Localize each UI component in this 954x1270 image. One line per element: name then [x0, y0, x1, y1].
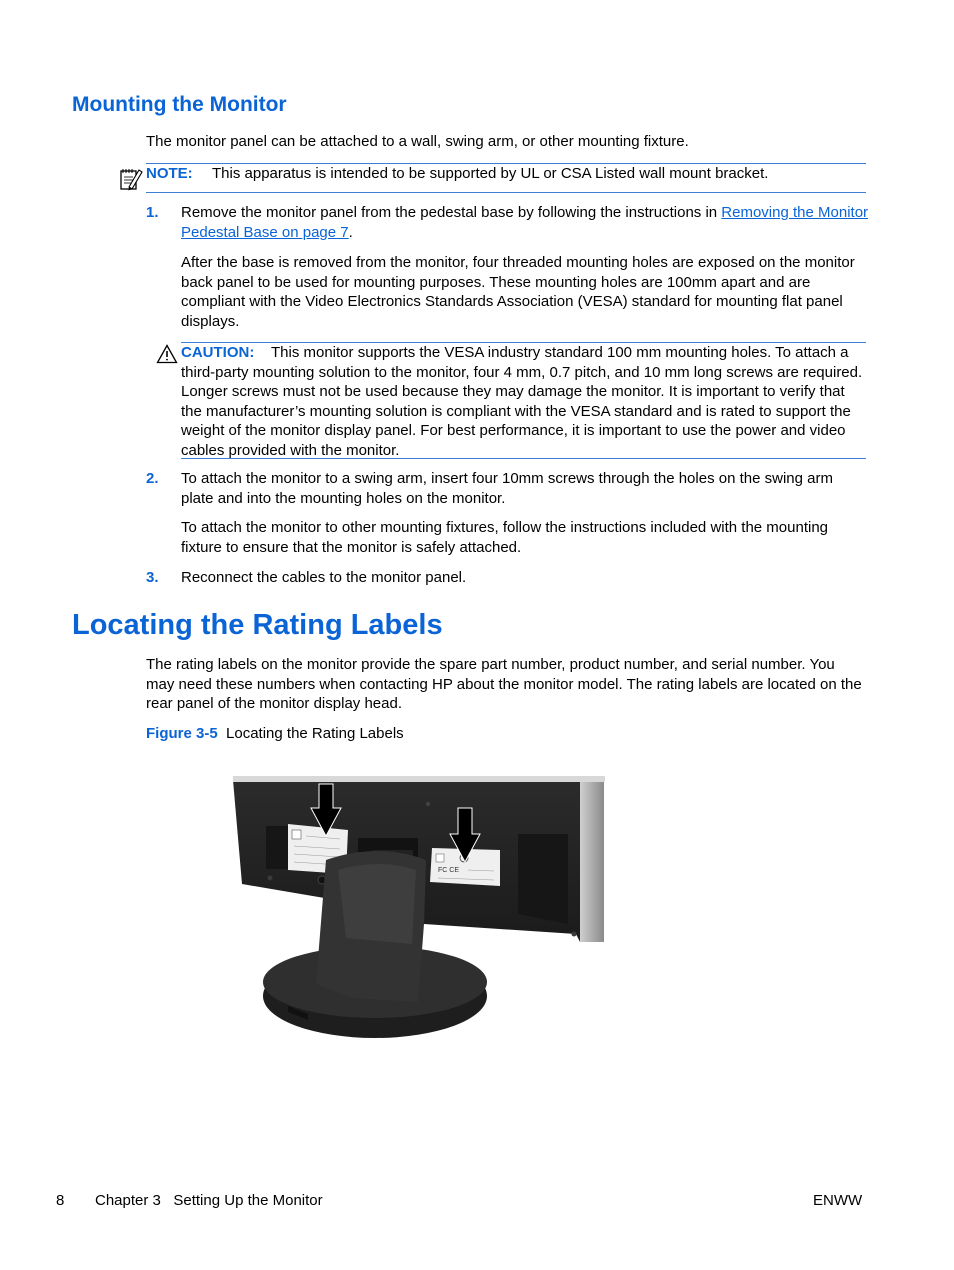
step-number: 1. — [146, 204, 159, 221]
rating-paragraph: The rating labels on the monitor provide the spare part number, product number, and serial number. You may need these numbers when contacting HP about the monitor model. The rating labels are located on the rear panel of the monitor display head. — [146, 656, 862, 712]
note-box — [146, 163, 866, 193]
warning-triangle-icon — [156, 344, 178, 370]
figure-caption: Figure 3-5 Locating the Rating Labels — [146, 725, 404, 742]
step-paragraph: To attach the monitor to other mounting fixtures, follow the instructions included with the mounting fixture to ensure that the monitor is safely attached. — [181, 519, 829, 556]
caution-label: CAUTION: — [181, 344, 255, 361]
step-text: To attach the monitor to a swing arm, insert four 10mm screws through the holes on the swing arm plate and into the mounting holes on the monitor. — [181, 470, 833, 507]
caution-box — [181, 342, 866, 459]
step-number: 2. — [146, 470, 159, 487]
step-paragraph: After the base is removed from the monitor, four threaded mounting holes are exposed on the monitor back panel to be used for mounting purposes. These mounting holes are 100mm apart and are compliant with the Video Electronics Standards Association (VESA) standard for mounting flat panel displays. — [181, 254, 855, 330]
intro-paragraph: The monitor panel can be attached to a wall, swing arm, or other mounting fixture. — [146, 133, 689, 150]
removing-base-link[interactable]: Removing the Monitor Pedestal Base on page 7 — [181, 204, 869, 241]
note-pencil-icon — [119, 166, 143, 198]
page-number: 8 — [56, 1192, 65, 1209]
section-heading: Locating the Rating Labels — [72, 609, 443, 641]
svg-text:FC CE: FC CE — [438, 867, 459, 874]
note-label: NOTE: — [146, 165, 193, 182]
caution-text: CAUTION: This monitor supports the VESA industry standard 100 mm mounting holes. To attach a third-party mounting solution to the monitor, four 4 mm, 0.7 pitch, and 10 mm long screws are required. Longer screws must not be used because they may damage the monitor. It is important to verify that the manufacturer’s mounting solution is compliant with the VESA standard and is rated to support the weight of the monitor display panel. For best performance, it is important to use the power and video cables provided with the monitor. — [181, 344, 863, 459]
step-number: 3. — [146, 569, 159, 586]
step-text: Reconnect the cables to the monitor panel. — [181, 569, 467, 586]
footer-chapter: Chapter 3 Setting Up the Monitor — [95, 1192, 323, 1209]
section-heading: Mounting the Monitor — [72, 93, 287, 116]
step-text: Remove the monitor panel from the pedestal base by following the instructions in Removing the Monitor Pedestal Base on page 7. — [181, 204, 869, 241]
monitor-rear-figure — [228, 774, 608, 1044]
footer-right: ENWW — [813, 1192, 863, 1209]
note-text: This apparatus is intended to be supported by UL or CSA Listed wall mount bracket. — [212, 165, 769, 182]
